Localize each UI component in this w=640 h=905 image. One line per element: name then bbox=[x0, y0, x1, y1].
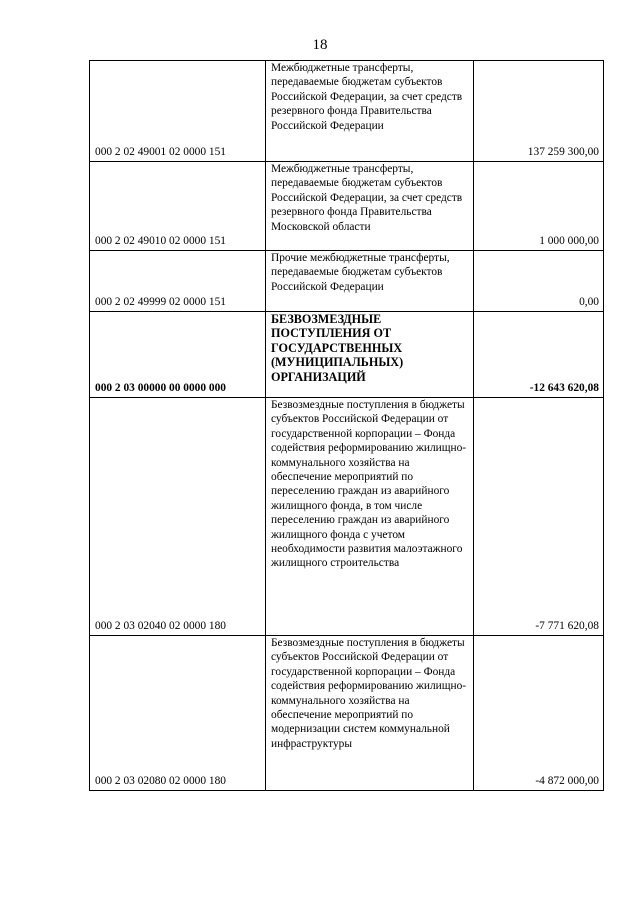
table-row bbox=[90, 398, 604, 636]
budget-classification-code: 000 2 02 49001 02 0000 151 bbox=[90, 61, 266, 162]
revenue-item-name: Межбюджетные трансферты, передаваемые бюджетам субъектов Российской Федерации, за счет средств резервного фонда Правительства Российской Федерации bbox=[266, 61, 474, 162]
table-row bbox=[90, 162, 604, 251]
budget-classification-code: 000 2 03 00000 00 0000 000 bbox=[90, 312, 266, 398]
amount-value: 0,00 bbox=[474, 251, 604, 312]
revenue-item-name: Безвозмездные поступления в бюджеты субъектов Российской Федерации от государственной корпорации – Фонда содействия реформированию жилищно-коммунального хозяйства на обеспечение мероприятий по переселению граждан из аварийного жилищного фонда, в том числе переселению граждан из аварийного жилищного фонда с учетом необходимости развития малоэтажного жилищного строительства bbox=[266, 398, 474, 636]
amount-value: -12 643 620,08 bbox=[474, 312, 604, 398]
revenue-item-name: Прочие межбюджетные трансферты, передаваемые бюджетам субъектов Российской Федерации bbox=[266, 251, 474, 312]
budget-classification-code: 000 2 02 49999 02 0000 151 bbox=[90, 251, 266, 312]
amount-value: -4 872 000,00 bbox=[474, 636, 604, 791]
page-number: 18 bbox=[312, 37, 328, 53]
table-row bbox=[90, 61, 604, 162]
budget-classification-code: 000 2 03 02080 02 0000 180 bbox=[90, 636, 266, 791]
budget-classification-code: 000 2 03 02040 02 0000 180 bbox=[90, 398, 266, 636]
revenue-item-name: Безвозмездные поступления в бюджеты субъектов Российской Федерации от государственной корпорации – Фонда содействия реформированию жилищно-коммунального хозяйства на обеспечение мероприятий по модернизации систем коммунальной инфраструктуры bbox=[266, 636, 474, 791]
revenue-item-name: Межбюджетные трансферты, передаваемые бюджетам субъектов Российской Федерации, за счет средств резервного фонда Правительства Московской области bbox=[266, 162, 474, 251]
revenue-section-heading: БЕЗВОЗМЕЗДНЫЕ ПОСТУПЛЕНИЯ ОТ ГОСУДАРСТВЕННЫХ (МУНИЦИПАЛЬНЫХ) ОРГАНИЗАЦИЙ bbox=[266, 312, 474, 398]
table-row bbox=[90, 251, 604, 312]
amount-value: 137 259 300,00 bbox=[474, 61, 604, 162]
table-row bbox=[90, 312, 604, 398]
amount-value: 1 000 000,00 bbox=[474, 162, 604, 251]
amount-value: -7 771 620,08 bbox=[474, 398, 604, 636]
budget-classification-code: 000 2 02 49010 02 0000 151 bbox=[90, 162, 266, 251]
budget-revenue-table bbox=[89, 60, 604, 791]
table-row bbox=[90, 636, 604, 791]
